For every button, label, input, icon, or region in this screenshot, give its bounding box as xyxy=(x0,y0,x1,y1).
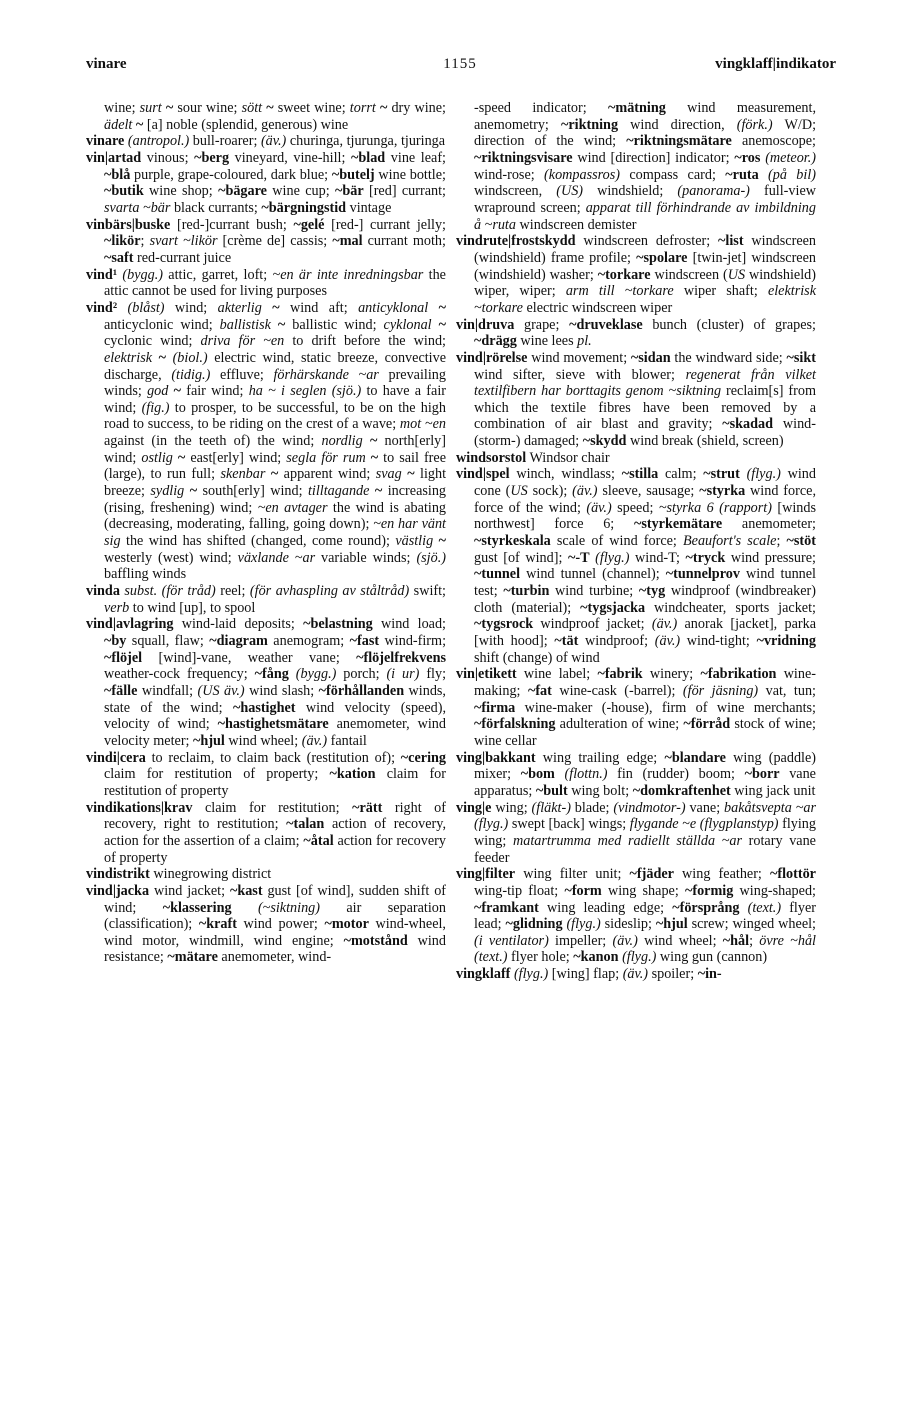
dictionary-entry: ving|e wing; (fläkt-) blade; (vindmotor-) vane; bakåtsvepta ~ar (flyg.) swept [back] wings; flygande ~e (flygplanstyp) flying wing; matartrumma med radiellt ställda ~ar rotary vane feeder xyxy=(456,799,816,866)
dictionary-entry: vinare (antropol.) bull-roarer; (äv.) churinga, tjurunga, tjuringa xyxy=(86,133,446,150)
right-guide-word: vingklaff|indikator xyxy=(715,56,836,72)
dictionary-entry: -speed indicator; ~mätning wind measurement, anemometry; ~riktning wind direction, (förk.) W/D; direction of the wind; ~riktningsmätare anemoscope; ~riktningsvisare wind [direction] indicator; ~ros (meteor.) wind-rose; (kompassros) compass card; ~ruta (på bil) windscreen, (US) windshield; (panorama-) full-view wrapround screen; apparat till förhindrande av imbildning å ~ruta windscreen demister xyxy=(474,100,817,233)
dictionary-entry: vinda subst. (för tråd) reel; (för avhaspling av ståltråd) swift; verb to wind [up], to spool xyxy=(86,583,446,616)
dictionary-entry: vingklaff (flyg.) [wing] flap; (äv.) spoiler; ~in- xyxy=(456,966,722,983)
dictionary-entry: vindrute|frostskydd windscreen defroster; ~list windscreen (windshield) frame profile; ~spolare [twin-jet] windscreen (windshield) washer; ~torkare windscreen (US windshield) wiper, wiper; arm till ~torkare wiper shaft; elektrisk ~torkare electric windscreen wiper xyxy=(456,233,817,316)
dictionary-entry: vin|druva grape; ~druveklase bunch (cluster) of grapes; ~drägg wine lees pl. xyxy=(456,316,816,350)
dictionary-entry: vind¹ (bygg.) attic, garret, loft; ~en är inte inredningsbar the attic cannot be used for living purposes xyxy=(86,266,446,300)
dictionary-entry: vind|spel winch, windlass; ~stilla calm; ~strut (flyg.) wind cone (US sock); (äv.) sleeve, sausage; ~styrka wind force, force of the wind; (äv.) speed; ~styrka 6 (rapport) [winds northwest] force 6; ~styrkemätare anemometer; ~styrkeskala scale of wind force; Beaufort's scale; ~stöt gust [of wind]; ~-T (flyg.) wind-T; ~tryck wind pressure; ~tunnel wind tunnel (channel); ~tunnelprov wind tunnel test; ~turbin wind turbine; ~tyg windproof (windbreaker) cloth (material); ~tygsjacka windcheater, sports jacket; ~tygsrock windproof jacket; (äv.) anorak [jacket], parka [with hood]; ~tät windproof; (äv.) wind-tight; ~vridning shift (change) of wind xyxy=(456,466,817,666)
dictionary-entry: vindistrikt winegrowing district xyxy=(86,866,272,883)
left-column xyxy=(86,100,446,966)
dictionary-entry: vindikations|krav claim for restitution; ~rätt right of recovery, right to restitution; ~talan action of recovery, action for the assertion of a claim; ~åtal action for recovery of property xyxy=(86,799,446,866)
right-column xyxy=(456,100,816,983)
left-guide-word: vinare xyxy=(86,56,127,72)
dictionary-entry: ving|bakkant wing trailing edge; ~blandare wing (paddle) mixer; ~bom (flottn.) fin (rudder) boom; ~borr vane apparatus; ~bult wing bolt; ~domkraftenhet wing jack unit xyxy=(456,749,816,799)
dictionary-entry: ving|filter wing filter unit; ~fjäder wing feather; ~flottör wing-tip float; ~form wing shape; ~formig wing-shaped; ~framkant wing leading edge; ~försprång (text.) flyer lead; ~glidning (flyg.) sideslip; ~hjul screw; winged wheel; (i ventilator) impeller; (äv.) wind wheel; ~hål; övre ~hål (text.) flyer hole; ~kanon (flyg.) wing gun (cannon) xyxy=(456,866,816,966)
dictionary-entry: vind² (blåst) wind; akterlig ~ wind aft; anticyklonal ~ anticyclonic wind; ballistisk ~ ballistic wind; cyklonal ~ cyclonic wind; driva för ~en to drift before the wind; elektrisk ~ (biol.) electric wind, static breeze, convective discharge, (tidig.) effluve; förhärskande ~ar prevailing winds; god ~ fair wind; ha ~ i seglen (sjö.) to have a fair wind; (fig.) to prosper, to be successful, to be on the high road to success, to be riding on the crest of a wave; mot ~en against (in the teeth of) the wind; nordlig ~ north[erly] wind; ostlig ~ east[erly] wind; segla för rum ~ to sail free (large), to run full; skenbar ~ apparent wind; svag ~ light breeze; sydlig ~ south[erly] wind; tilltagande ~ increasing (rising, freshening) wind; ~en avtager the wind is abating (decreasing, moderating, falling, going down); ~en har vänt sig the wind has shifted (changed, come round); västlig ~ westerly (west) wind; växlande ~ar variable winds; (sjö.) baffling winds xyxy=(86,299,447,583)
dictionary-entry: wine; surt ~ sour wine; sött ~ sweet wine; torrt ~ dry wine; ädelt ~ [a] noble (splendid, generous) wine xyxy=(104,100,447,133)
dictionary-entry: vind|avlagring wind-laid deposits; ~belastning wind load; ~by squall, flaw; ~diagram anemogram; ~fast wind-firm; ~flöjel [wind]-vane, weather vane; ~flöjelfrekvens weather-cock frequency; ~fång (bygg.) porch; (i ur) fly; ~fälle windfall; (US äv.) wind slash; ~förhållanden winds, state of the wind; ~hastighet wind velocity (speed), velocity of wind; ~hastighetsmätare anemometer, wind velocity meter; ~hjul wind wheel; (äv.) fantail xyxy=(86,616,447,749)
dictionary-entry: vind|jacka wind jacket; ~kast gust [of wind], sudden shift of wind; ~klassering (~siktning) air separation (classification); ~kraft wind power; ~motor wind-wheel, wind motor, windmill, wind engine; ~motstånd wind resistance; ~mätare anemometer, wind- xyxy=(86,882,447,966)
dictionary-entry: vin|artad vinous; ~berg vineyard, vine-hill; ~blad vine leaf; ~blå purple, grape-coloured, dark blue; ~butelj wine bottle; ~butik wine shop; ~bägare wine cup; ~bär [red] currant; svarta ~bär black currants; ~bärgningstid vintage xyxy=(86,149,446,216)
page-number: 1155 xyxy=(443,56,477,72)
dictionary-entry: windsorstol Windsor chair xyxy=(456,449,610,466)
dictionary-entry: vinbärs|buske [red-]currant bush; ~gelé [red-] currant jelly; ~likör; svart ~likör [crème de] cassis; ~mal currant moth; ~saft red-currant juice xyxy=(86,216,446,266)
dictionary-entry: vind|rörelse wind movement; ~sidan the windward side; ~sikt wind sifter, sieve with blower; regenerat från vilket textilfibern har borttagits genom ~siktning reclaim[s] from which the textile fibres have been removed by a combination of air blast and gravity; ~skadad wind- (storm-) damaged; ~skydd wind break (shield, screen) xyxy=(456,349,817,450)
dictionary-entry: vindi|cera to reclaim, to claim back (restitution of); ~cering claim for restitution of property; ~kation claim for restitution of property xyxy=(86,749,446,799)
dictionary-entry: vin|etikett wine label; ~fabrik winery; ~fabrikation wine-making; ~fat wine-cask (-barrel); (för jäsning) vat, tun; ~firma wine-maker (-house), firm of wine merchants; ~förfalskning adulteration of wine; ~förråd stock of wine; wine cellar xyxy=(456,666,816,749)
